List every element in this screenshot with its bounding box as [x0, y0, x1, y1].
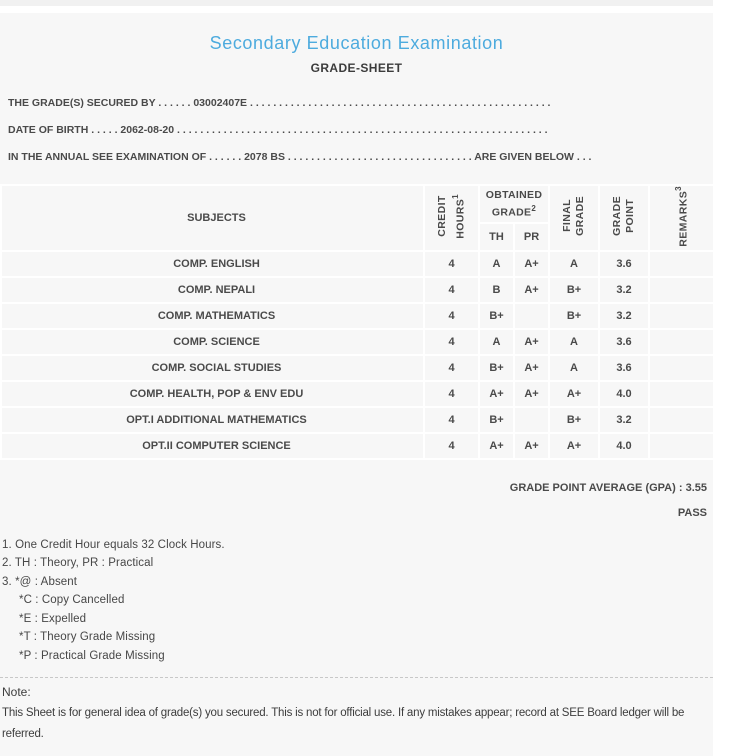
cell-remarks [649, 251, 713, 277]
table-row [1, 303, 713, 329]
cell-credit: 4 [424, 381, 479, 407]
col-header-remarks [649, 185, 713, 251]
cell-remarks [649, 329, 713, 355]
gpa-line [0, 482, 713, 494]
leader-dots: . . . . . . . . . . . . . . . . . . . . . . . . . . . . . . . . [284, 151, 475, 163]
cell-credit: 4 [424, 407, 479, 433]
cell-final: A [549, 329, 599, 355]
cell-point: 4.0 [599, 433, 649, 459]
gpa-label: GRADE POINT AVERAGE (GPA) : [509, 481, 683, 494]
cell-subject: COMP. MATHEMATICS [1, 303, 424, 329]
cell-credit: 4 [424, 303, 479, 329]
cell-pr [514, 407, 549, 433]
cell-th: A [479, 329, 514, 355]
cell-th: B+ [479, 303, 514, 329]
cell-final: B+ [549, 303, 599, 329]
cell-point: 4.0 [599, 381, 649, 407]
cell-th: B+ [479, 355, 514, 381]
cell-subject: OPT.I ADDITIONAL MATHEMATICS [1, 407, 424, 433]
credit-hours-vertical-text: CREDIT HOURS$^1$ [435, 193, 467, 239]
col-header-pr: PR [514, 223, 549, 251]
cell-subject: COMP. SOCIAL STUDIES [1, 355, 424, 381]
footnote-item: 2. TH : Theory, PR : Practical [2, 557, 154, 570]
leader-dots: . . . . . . . . . . . . . . . . . . . . . . . . . . . . . . . . . . . . . . . . . . . . . . . . . . . . . . . . . . . . . . . . [174, 124, 548, 136]
note-section [0, 677, 713, 745]
exam-year-line [8, 144, 705, 171]
cell-th: A [479, 251, 514, 277]
cell-point: 3.6 [599, 251, 649, 277]
cell-subject: COMP. NEPALI [1, 277, 424, 303]
cell-th: B [479, 277, 514, 303]
cell-point: 3.2 [599, 303, 649, 329]
table-row [1, 433, 713, 459]
dob-value: 2062-08-20 [120, 124, 175, 136]
table-row [1, 381, 713, 407]
cell-final: B+ [549, 277, 599, 303]
footnote-item: 3. *@ : Absent [2, 575, 78, 588]
cell-point: 3.2 [599, 277, 649, 303]
leader-dots: . . . . . . . . . . . . . . . . . . . . . . . . . . . . . . . . . . . . . . . . . . . . . . . . . . . . [247, 97, 551, 109]
dob-line [8, 117, 705, 144]
footnotes-list [2, 536, 713, 666]
cell-pr: A+ [514, 433, 549, 459]
table-row [1, 329, 713, 355]
cell-subject: COMP. SCIENCE [1, 329, 424, 355]
cell-final: A [549, 251, 599, 277]
col-header-th: TH [479, 223, 514, 251]
student-info-block [8, 90, 705, 171]
cell-pr: A+ [514, 251, 549, 277]
table-row [1, 251, 713, 277]
col-header-obtained-grade [479, 185, 549, 223]
cell-final: A+ [549, 381, 599, 407]
cell-subject: OPT.II COMPUTER SCIENCE [1, 433, 424, 459]
cell-credit: 4 [424, 251, 479, 277]
cell-pr: A+ [514, 277, 549, 303]
obtained-grade-text: OBTAINED GRADE$^2$ [485, 188, 543, 219]
cell-subject: COMP. HEALTH, POP & ENV EDU [1, 381, 424, 407]
grade-sheet-card [0, 13, 713, 756]
remarks-vertical-text: REMARKS$^3$ [674, 186, 690, 247]
given-below-label: ARE GIVEN BELOW . . . [474, 151, 592, 163]
cell-subject: COMP. ENGLISH [1, 251, 424, 277]
cell-th: B+ [479, 407, 514, 433]
grade-point-vertical-text: GRADE POINT [611, 196, 636, 237]
leader-dots: . . . . . [88, 124, 121, 136]
final-grade-vertical-text: FINAL GRADE [561, 196, 586, 237]
footnote-item: *E : Expelled [19, 612, 87, 625]
secured-by-line [8, 90, 705, 117]
cell-credit: 4 [424, 329, 479, 355]
exam-label: IN THE ANNUAL SEE EXAMINATION OF [8, 151, 207, 163]
cell-point: 3.6 [599, 355, 649, 381]
cell-pr: A+ [514, 329, 549, 355]
cell-credit: 4 [424, 433, 479, 459]
grades-tbody [1, 251, 713, 459]
gpa-value: 3.55 [685, 481, 707, 494]
cell-pr [514, 303, 549, 329]
note-divider [0, 677, 713, 678]
leader-dots: . . . . . . [155, 97, 194, 109]
footnote-item: *C : Copy Cancelled [19, 594, 125, 607]
footnote-item: *T : Theory Grade Missing [19, 631, 156, 644]
col-header-subjects: SUBJECTS [1, 185, 424, 251]
symbol-number: 03002407E [193, 97, 248, 109]
cell-point: 3.6 [599, 329, 649, 355]
cell-final: A+ [549, 433, 599, 459]
cell-remarks [649, 303, 713, 329]
cell-final: B+ [549, 407, 599, 433]
cell-pr: A+ [514, 355, 549, 381]
footnote-item: 1. One Credit Hour equals 32 Clock Hours. [2, 538, 225, 551]
exam-year-value: 2078 BS [244, 151, 285, 163]
col-header-credit-hours [424, 185, 479, 251]
page-title: Secondary Education Examination [209, 33, 504, 53]
dob-label: DATE OF BIRTH [8, 124, 89, 136]
footnote-item: *P : Practical Grade Missing [19, 649, 165, 662]
cell-final: A [549, 355, 599, 381]
cell-th: A+ [479, 381, 514, 407]
table-row [1, 355, 713, 381]
result-status: PASS [677, 506, 707, 519]
cell-pr: A+ [514, 381, 549, 407]
cell-th: A+ [479, 433, 514, 459]
cell-credit: 4 [424, 277, 479, 303]
note-label: Note: [2, 685, 31, 699]
leader-dots: . . . . . . [206, 151, 245, 163]
cell-remarks [649, 381, 713, 407]
cell-remarks [649, 277, 713, 303]
page-top-strip [0, 0, 713, 6]
cell-credit: 4 [424, 355, 479, 381]
cell-point: 3.2 [599, 407, 649, 433]
table-row [1, 277, 713, 303]
secured-by-label: THE GRADE(S) SECURED BY [8, 97, 156, 109]
cell-remarks [649, 355, 713, 381]
cell-remarks [649, 433, 713, 459]
grades-table [0, 184, 713, 460]
note-text: This Sheet is for general idea of grade(s) you secured. This is not for official use. If any mistakes appear; record at SEE Board ledger will be referred. [2, 707, 685, 740]
page-subtitle: GRADE-SHEET [310, 61, 403, 75]
col-header-grade-point [599, 185, 649, 251]
cell-remarks [649, 407, 713, 433]
table-row [1, 407, 713, 433]
col-header-final-grade [549, 185, 599, 251]
